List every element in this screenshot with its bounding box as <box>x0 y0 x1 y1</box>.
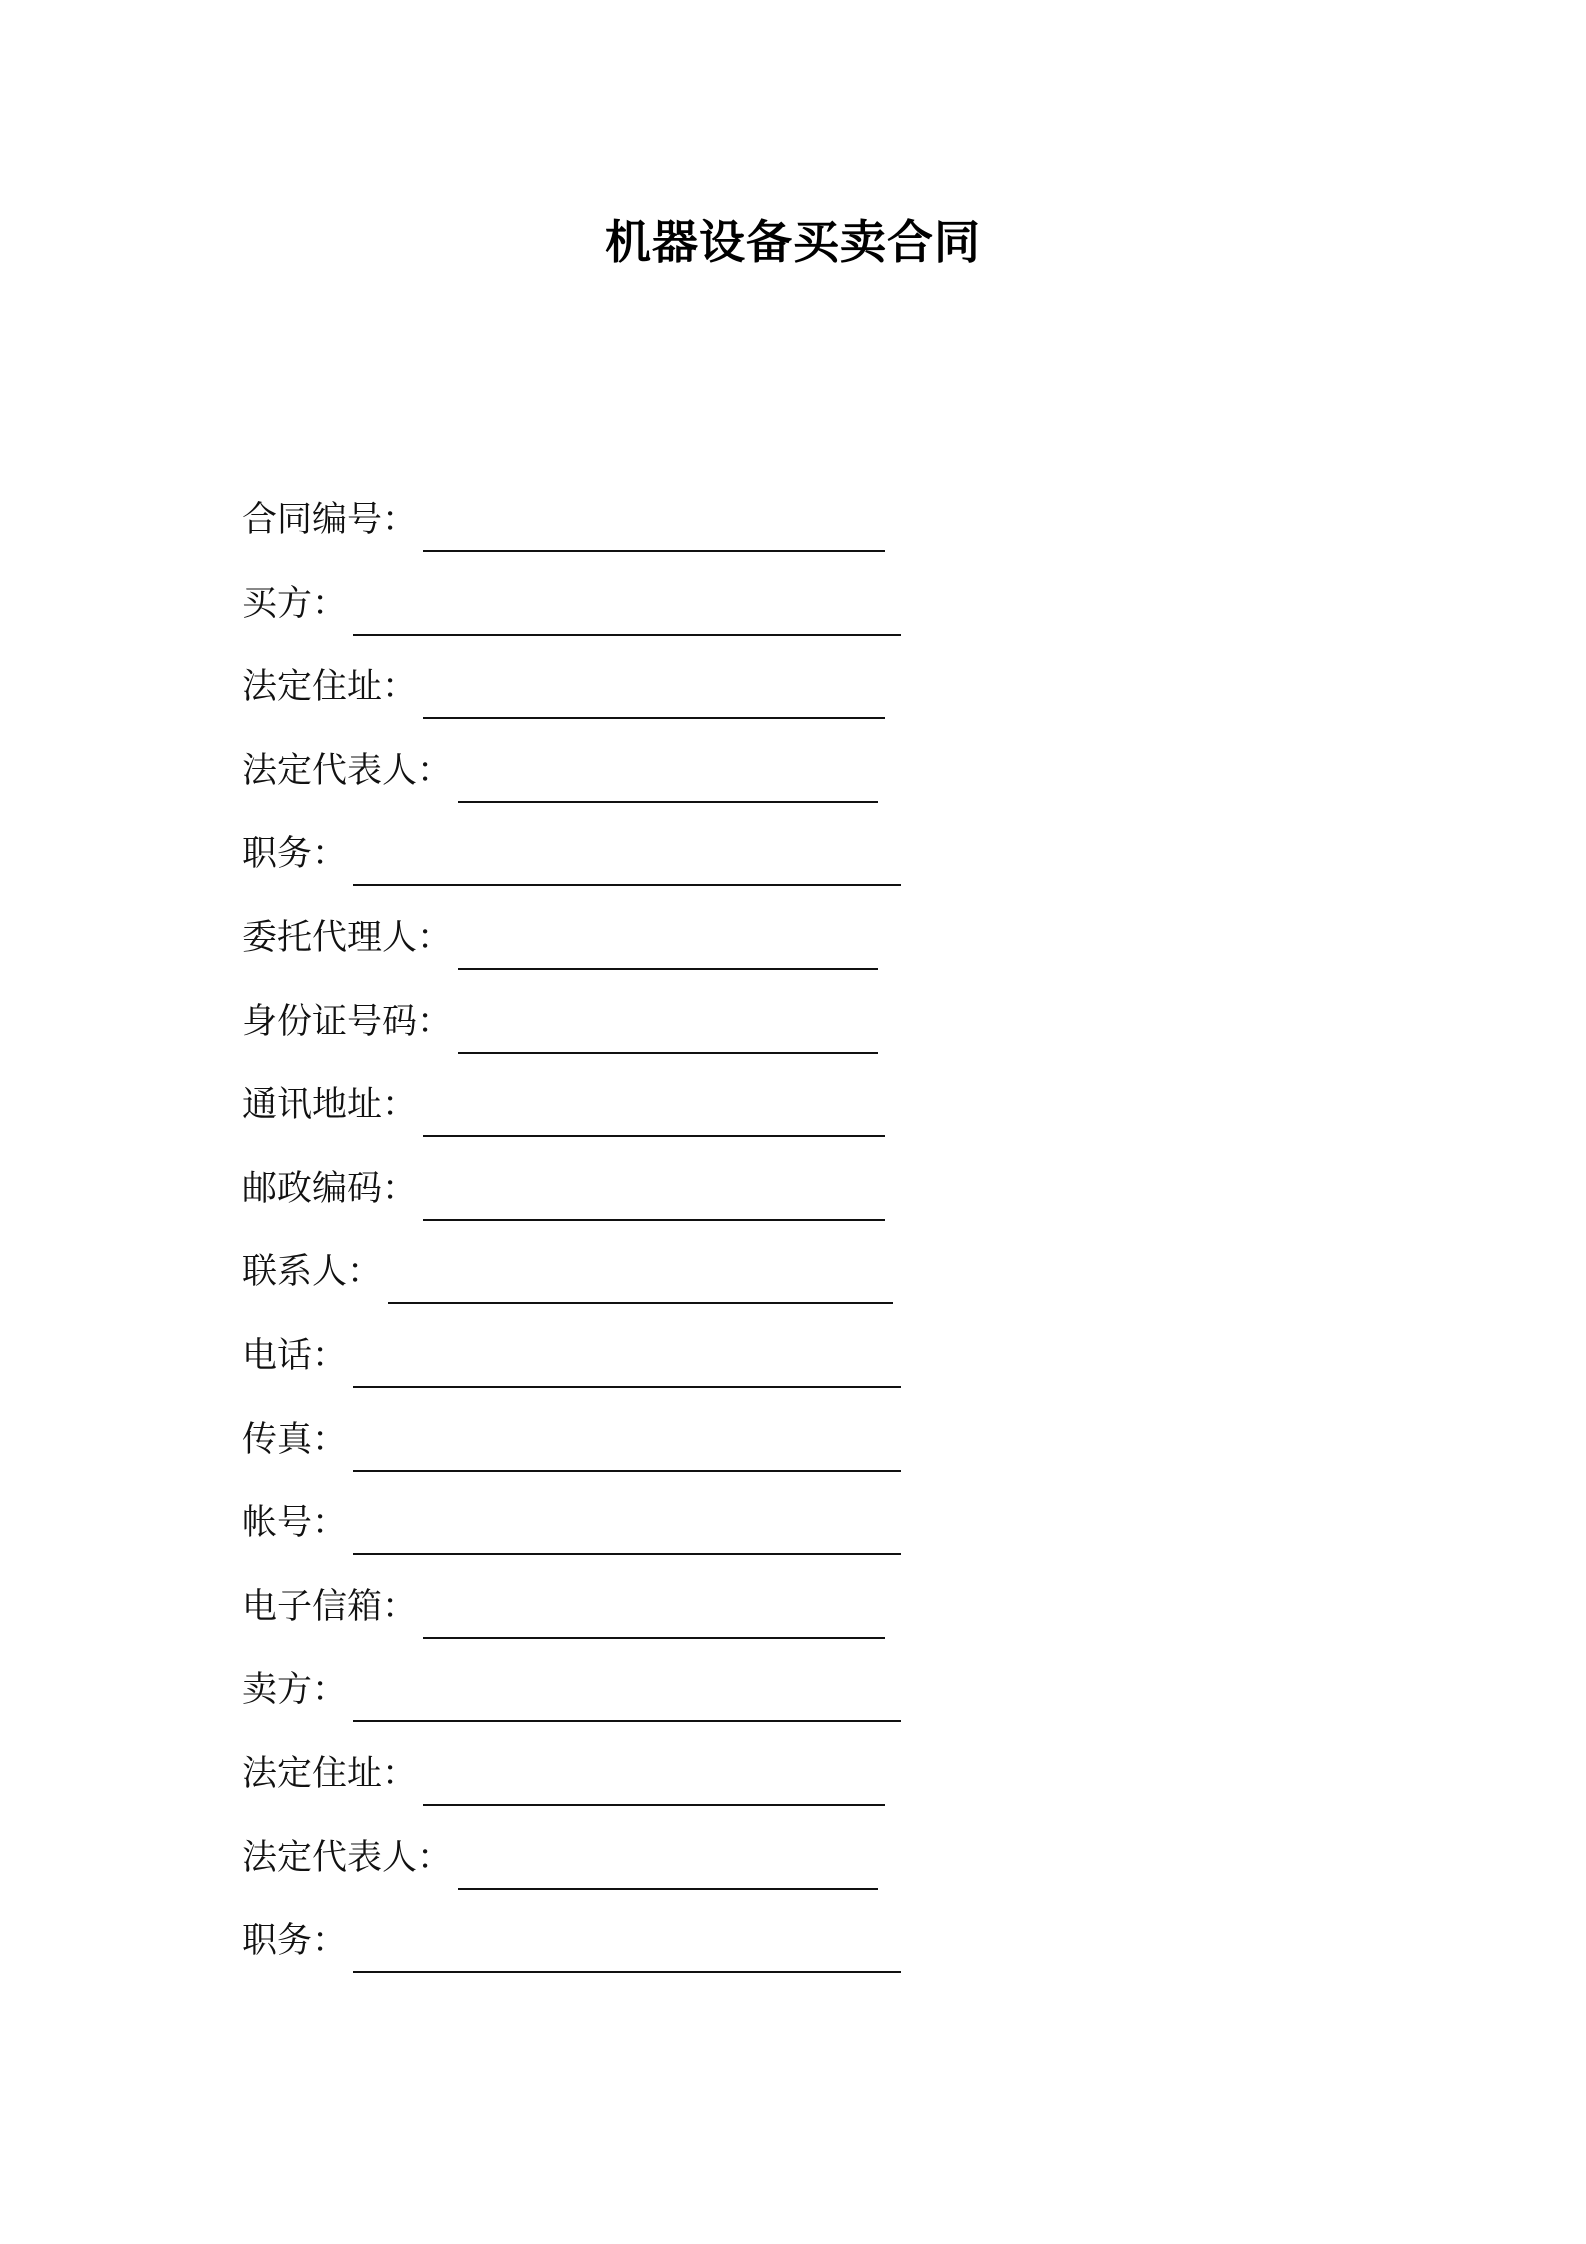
field-buyer-position <box>242 826 901 910</box>
field-label: 职务： <box>242 834 348 875</box>
field-seller <box>242 1662 901 1746</box>
field-id-number <box>242 994 901 1078</box>
blank-line[interactable] <box>388 1248 893 1304</box>
field-label: 卖方： <box>242 1670 348 1711</box>
field-label: 买方： <box>242 583 348 624</box>
field-label: 法定住址： <box>242 1753 418 1794</box>
blank-line[interactable] <box>423 1583 885 1639</box>
field-buyer <box>242 576 901 660</box>
field-buyer-legal-rep <box>242 743 901 827</box>
blank-line[interactable] <box>458 914 878 970</box>
field-label: 委托代理人： <box>242 917 453 958</box>
field-agent <box>242 910 901 994</box>
field-postal-code <box>242 1161 901 1245</box>
field-contract-number <box>242 492 901 576</box>
field-seller-legal-rep <box>242 1830 901 1914</box>
blank-line[interactable] <box>458 1834 878 1890</box>
blank-line[interactable] <box>353 1332 901 1388</box>
field-label: 联系人： <box>242 1252 383 1293</box>
blank-line[interactable] <box>423 663 885 719</box>
blank-line[interactable] <box>423 496 885 552</box>
document-title: 机器设备买卖合同 <box>605 215 981 269</box>
blank-line[interactable] <box>423 1165 885 1221</box>
field-label: 传真： <box>242 1419 348 1460</box>
field-phone <box>242 1328 901 1412</box>
field-label: 电话： <box>242 1335 348 1376</box>
field-buyer-address <box>242 659 901 743</box>
field-account-number <box>242 1495 901 1579</box>
blank-line[interactable] <box>353 1666 901 1722</box>
field-mailing-address <box>242 1077 901 1161</box>
blank-line[interactable] <box>423 1081 885 1137</box>
field-seller-position <box>242 1913 901 1997</box>
field-label: 通讯地址： <box>242 1085 418 1126</box>
field-contact-person <box>242 1244 901 1328</box>
field-label: 电子信箱： <box>242 1586 418 1627</box>
blank-line[interactable] <box>458 998 878 1054</box>
field-email <box>242 1579 901 1663</box>
field-label: 邮政编码： <box>242 1168 418 1209</box>
blank-line[interactable] <box>423 1750 885 1806</box>
field-label: 合同编号： <box>242 500 418 540</box>
field-label: 职务： <box>242 1921 348 1962</box>
field-label: 帐号： <box>242 1503 348 1544</box>
blank-line[interactable] <box>458 747 878 803</box>
field-fax <box>242 1412 901 1496</box>
field-label: 法定住址： <box>242 667 418 708</box>
blank-line[interactable] <box>353 1917 901 1973</box>
field-label: 法定代表人： <box>242 750 453 791</box>
field-label: 法定代表人： <box>242 1837 453 1878</box>
field-seller-address <box>242 1746 901 1830</box>
blank-line[interactable] <box>353 1499 901 1555</box>
contract-fields <box>242 492 901 1997</box>
blank-line[interactable] <box>353 580 901 636</box>
blank-line[interactable] <box>353 830 901 886</box>
field-label: 身份证号码： <box>242 1001 453 1042</box>
blank-line[interactable] <box>353 1416 901 1472</box>
